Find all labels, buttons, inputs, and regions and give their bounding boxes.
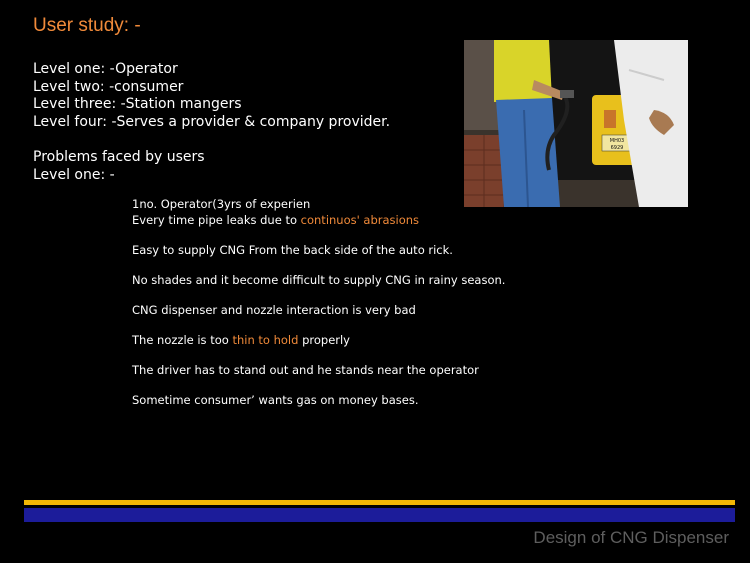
plate-line-one: MH03 — [609, 138, 625, 144]
pipe-leak-text — [132, 213, 419, 227]
footer-blue-bar — [24, 508, 735, 522]
problems-section — [33, 149, 205, 184]
cng-refueling-photo — [464, 40, 688, 207]
nozzle-interaction-text: CNG dispenser and nozzle interaction is very bad — [132, 303, 416, 317]
user-levels-list — [33, 61, 390, 131]
level-two-text: Level two: -consumer — [33, 78, 184, 95]
nozzle-thin-highlight: thin to hold — [232, 333, 299, 347]
supply-back-text: Easy to supply CNG From the back side of the auto rick. — [132, 243, 453, 257]
no-shades-text: No shades and it become difficult to supply CNG in rainy season. — [132, 273, 506, 287]
nozzle-thin-suffix: properly — [298, 333, 350, 347]
nozzle-thin-text — [132, 333, 350, 347]
pipe-leak-highlight: continuos' abrasions — [300, 213, 420, 227]
problems-heading: Problems faced by users — [33, 149, 205, 165]
slide-title: User study: - — [33, 15, 141, 36]
level-three-text: Level three: -Station mangers — [33, 96, 242, 112]
problems-level-label: Level one: - — [33, 166, 115, 183]
footer-yellow-bar — [24, 500, 735, 505]
driver-stands-text: The driver has to stand out and he stands near the operator — [132, 363, 479, 377]
level-four-text: Level four: -Serves a provider & company provider. — [33, 113, 391, 130]
pipe-leak-prefix: Every time pipe leaks due to — [132, 213, 301, 227]
footer-title: Design of CNG Dispenser — [533, 528, 729, 547]
level-one-text: Level one: -Operator — [33, 61, 178, 77]
money-bases-text: Sometime consumer’ wants gas on money bases. — [132, 393, 419, 407]
nozzle-thin-prefix: The nozzle is too — [132, 333, 233, 347]
plate-line-two: 6929 — [610, 145, 624, 151]
operator-experience-text: 1no. Operator(3yrs of experien — [132, 197, 311, 211]
